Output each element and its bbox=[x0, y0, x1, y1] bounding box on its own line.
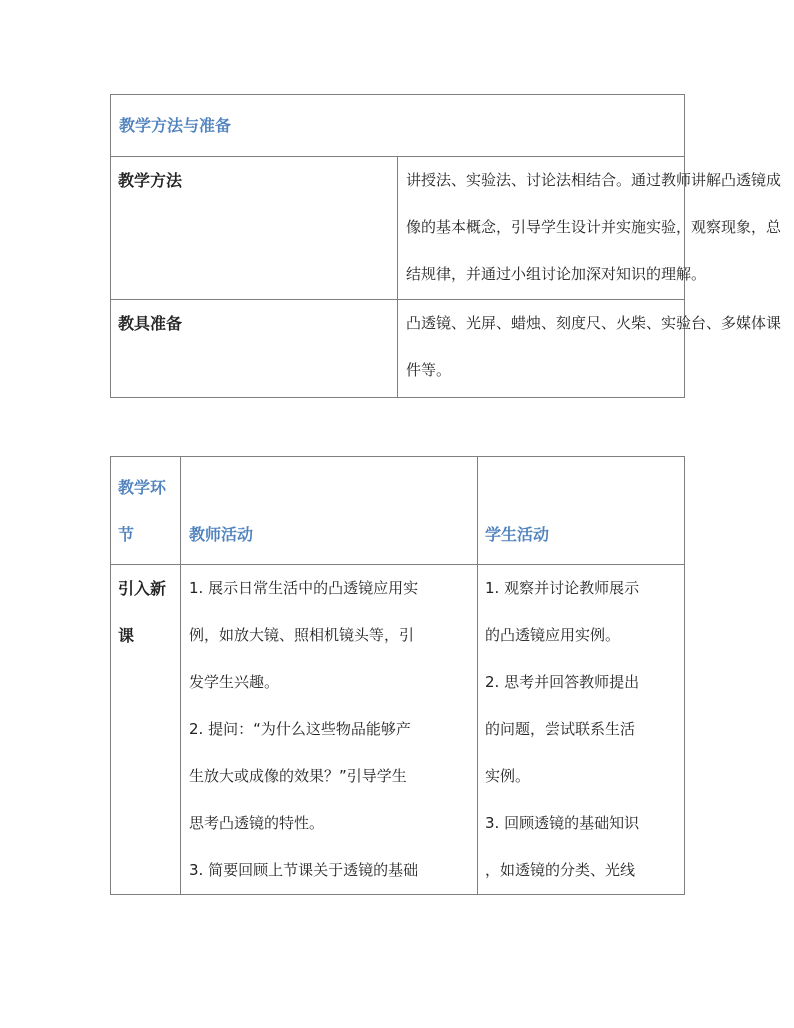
table-row bbox=[111, 300, 685, 398]
teacher-line: 思考凸透镜的特性。 bbox=[189, 814, 325, 832]
student-line: 2. 思考并回答教师提出 bbox=[485, 673, 640, 691]
stage-line: 引入新 bbox=[118, 579, 167, 598]
teacher-line: 3. 简要回顾上节课关于透镜的基础 bbox=[189, 861, 419, 879]
content-line: 件等。 bbox=[406, 361, 452, 379]
teacher-activity-cell bbox=[181, 565, 478, 895]
teacher-line: 生放大或成像的效果？”引导学生 bbox=[189, 767, 407, 785]
teaching-method-header: 教学方法与准备 bbox=[111, 95, 685, 157]
student-line: 3. 回顾透镜的基础知识 bbox=[485, 814, 640, 832]
teacher-line: 2. 提问：“为什么这些物品能够产 bbox=[189, 720, 411, 738]
row-content-method bbox=[398, 157, 782, 300]
table-row bbox=[111, 565, 685, 895]
teacher-line: 1. 展示日常生活中的凸透镜应用实 bbox=[189, 579, 419, 597]
content-line: 结规律，并通过小组讨论加深对知识的理解。 bbox=[406, 265, 707, 283]
student-line: ，如透镜的分类、光线 bbox=[485, 861, 636, 879]
student-activity-cell bbox=[478, 565, 685, 895]
row-label-tools: 教具准备 bbox=[111, 300, 398, 398]
teacher-line: 发学生兴趣。 bbox=[189, 673, 280, 691]
content-line: 像的基本概念，引导学生设计并实施实验，观察现象，总 bbox=[406, 218, 782, 236]
table-header-row bbox=[111, 457, 685, 565]
header-line: 节 bbox=[118, 525, 135, 544]
table-row bbox=[111, 157, 685, 300]
student-line: 的凸透镜应用实例。 bbox=[485, 626, 621, 644]
student-line: 1. 观察并讨论教师展示 bbox=[485, 579, 640, 597]
teaching-process-table bbox=[110, 456, 685, 895]
stage-cell bbox=[111, 565, 181, 895]
header-stage bbox=[111, 457, 181, 565]
content-line: 凸透镜、光屏、蜡烛、刻度尺、火柴、实验台、多媒体课 bbox=[406, 314, 782, 332]
content-line: 讲授法、实验法、讨论法相结合。通过教师讲解凸透镜成 bbox=[406, 171, 782, 189]
teacher-line: 例，如放大镜、照相机镜头等，引 bbox=[189, 626, 415, 644]
student-line: 的问题，尝试联系生活 bbox=[485, 720, 636, 738]
header-line: 教学环 bbox=[118, 478, 167, 497]
student-line: 实例。 bbox=[485, 767, 531, 785]
row-label-method: 教学方法 bbox=[111, 157, 398, 300]
stage-line: 课 bbox=[118, 626, 135, 645]
header-teacher: 教师活动 bbox=[181, 457, 478, 565]
header-student: 学生活动 bbox=[478, 457, 685, 565]
teaching-method-table bbox=[110, 94, 782, 398]
row-content-tools bbox=[398, 300, 782, 398]
